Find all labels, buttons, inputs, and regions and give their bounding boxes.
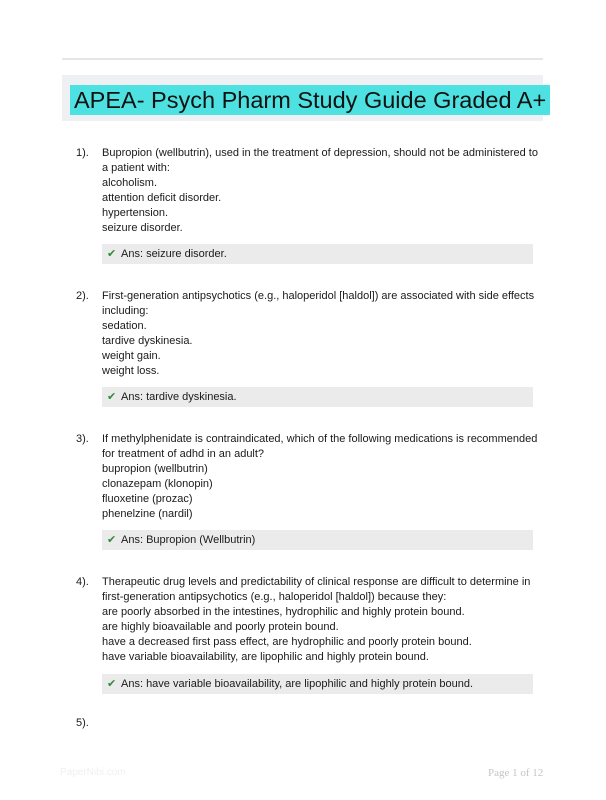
check-icon: ✔ (107, 678, 117, 690)
option: hypertension. (102, 207, 169, 219)
option: are poorly absorbed in the intestines, hydrophilic and highly protein bound. (102, 606, 465, 618)
question-text: First-generation antipsychotics (e.g., haloperidol [haldol]) are associated with side effects including: (102, 290, 535, 317)
question-body (102, 575, 542, 665)
option: phenelzine (nardil) (102, 508, 193, 520)
answer-text: Ans: Bupropion (Wellbutrin) (121, 534, 256, 546)
question-text: Bupropion (wellbutrin), used in the treatment of depression, should not be administered to a patient with: (102, 147, 538, 174)
question-number: 3). (76, 433, 89, 445)
option: weight gain. (102, 350, 161, 362)
option: alcoholism. (102, 177, 158, 189)
check-icon: ✔ (107, 534, 117, 546)
question-number: 2). (76, 290, 89, 302)
option: are highly bioavailable and poorly protein bound. (102, 621, 339, 633)
option: bupropion (wellbutrin) (102, 463, 208, 475)
answer-text: Ans: have variable bioavailability, are lipophilic and highly protein bound. (121, 678, 474, 690)
option: attention deficit disorder. (102, 192, 222, 204)
option: sedation. (102, 320, 147, 332)
check-icon: ✔ (107, 391, 117, 403)
check-icon: ✔ (107, 248, 117, 260)
question-number: 4). (76, 576, 89, 588)
top-divider (62, 58, 543, 60)
question-number: 1). (76, 147, 89, 159)
answer-box (102, 387, 533, 407)
answer-text: Ans: tardive dyskinesia. (121, 391, 237, 403)
answer-box (102, 674, 533, 694)
option: clonazepam (klonopin) (102, 478, 213, 490)
option: fluoxetine (prozac) (102, 493, 193, 505)
question-text: If methylphenidate is contraindicated, which of the following medications is recommended for treatment of adhd in an adult? (102, 433, 538, 460)
document-title: APEA- Psych Pharm Study Guide Graded A+ (70, 85, 550, 115)
question-text: Therapeutic drug levels and predictability of clinical response are difficult to determine in first-generation antipsychotics (e.g., haloperidol [haldol]) because they: (102, 576, 531, 603)
option: have variable bioavailability, are lipophilic and highly protein bound. (102, 651, 429, 663)
option: have a decreased first pass effect, are hydrophilic and poorly protein bound. (102, 636, 472, 648)
option: weight loss. (102, 365, 160, 377)
page-number: Page 1 of 12 (488, 767, 544, 779)
answer-box (102, 244, 533, 264)
question-body (102, 146, 542, 236)
answer-text: Ans: seizure disorder. (121, 248, 227, 260)
answer-box (102, 530, 533, 550)
watermark: PaperNibi.com (60, 767, 126, 778)
question-body (102, 432, 542, 522)
question-body (102, 289, 542, 379)
question-number: 5). (76, 717, 89, 729)
option: seizure disorder. (102, 222, 183, 234)
option: tardive dyskinesia. (102, 335, 193, 347)
